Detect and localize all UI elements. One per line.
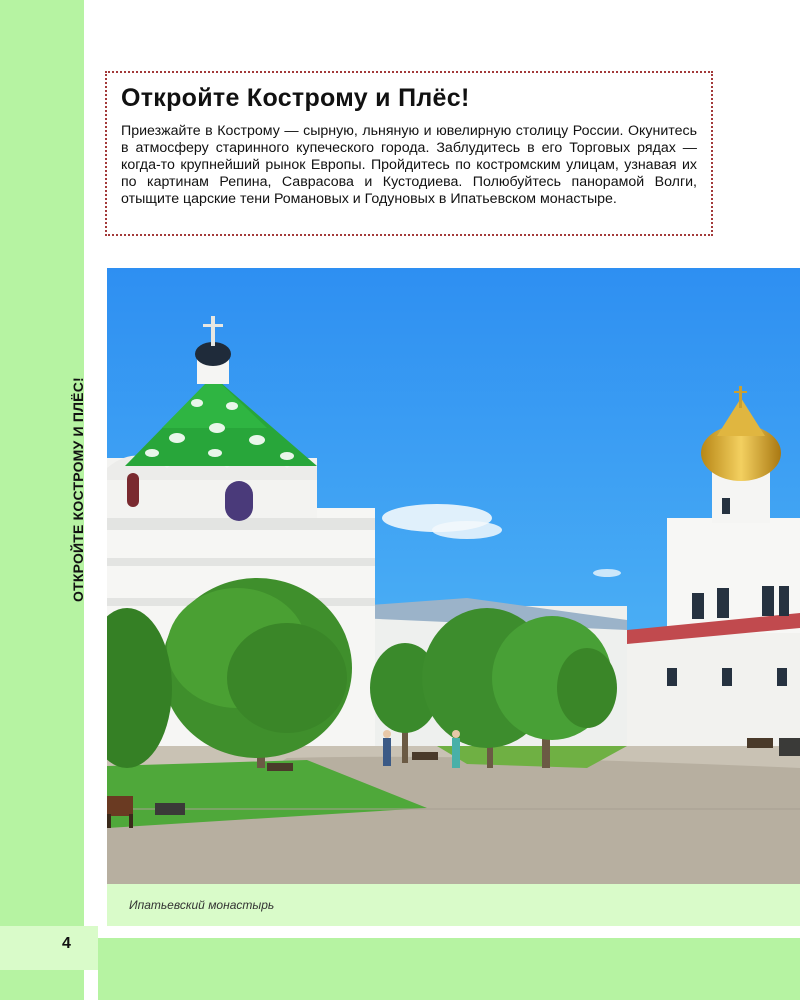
sidebar-chapter-title: ОТКРОЙТЕ КОСТРОМУ И ПЛЁС! bbox=[70, 377, 86, 602]
photo-caption: Ипатьевский монастырь bbox=[129, 898, 275, 912]
monastery-photo bbox=[107, 268, 800, 884]
page-number: 4 bbox=[62, 935, 71, 952]
caption-band bbox=[107, 884, 800, 926]
bottom-band bbox=[98, 938, 800, 1000]
intro-box bbox=[105, 71, 713, 236]
page-number-box bbox=[0, 926, 98, 970]
intro-title: Откройте Кострому и Плёс! bbox=[121, 84, 470, 112]
intro-text: Приезжайте в Кострому — сырную, льняную и ювелирную столицу России. Окунитесь в атмосферу старинного купеческого города. Заблудитесь в его Торговых рядах — когда-то крупнейший рынок Европы. Пройдитесь по костромским улицам, узнавая их по картинам Репина, Саврасова и Кустодиева. Полюбуйтесь панорамой Волги, отыщите царские тени Романовых и Годуновых в Ипатьевском монастыре. bbox=[121, 123, 697, 207]
